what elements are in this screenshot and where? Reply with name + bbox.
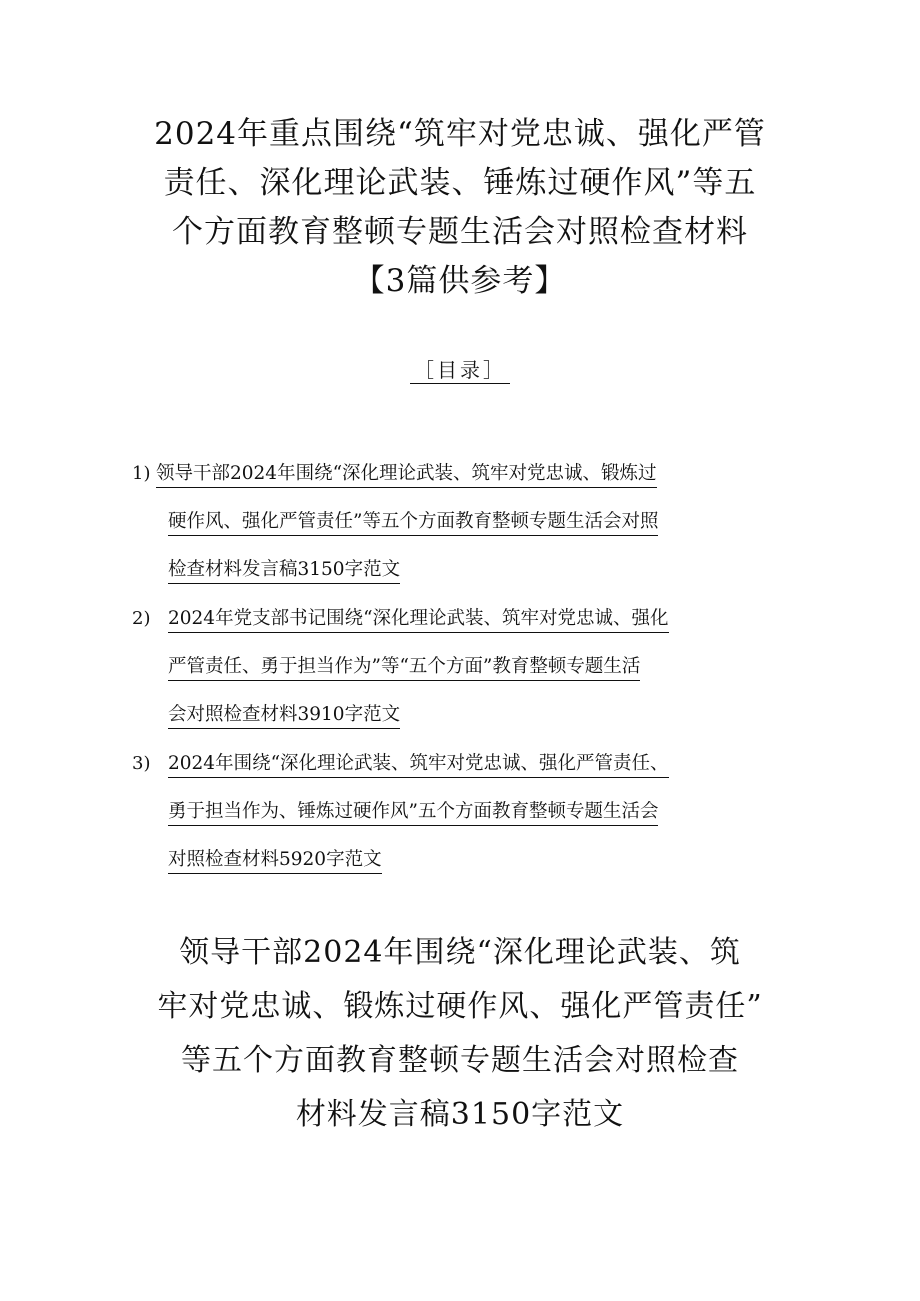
toc-heading-text: ［目录］ [410,358,510,384]
section-title-line-3: 等五个方面教育整顿专题生活会对照检查 [181,1043,739,1078]
toc-item-3[interactable] [132,740,832,884]
toc-item-number: 1) [132,463,151,484]
section-title-line-4: 材料发言稿3150字范文 [295,1097,625,1132]
toc-heading [0,356,920,384]
toc-link-line[interactable]: 2024年围绕“深化理论武装、筑牢对党忠诚、强化严管责任、 [168,740,832,788]
document-title [0,110,920,306]
title-line-2: 责任、深化理论武装、锤炼过硬作风”等五 [163,165,757,201]
toc-link-line[interactable]: 会对照检查材料3910字范文 [168,691,832,739]
toc-item-1[interactable] [132,450,832,594]
toc-link-line[interactable]: 严管责任、勇于担当作为”等“五个方面”教育整顿专题生活 [168,643,832,691]
toc-link-line[interactable]: 检查材料发言稿3150字范文 [168,546,832,594]
toc-item-number: 3) [132,753,151,774]
toc-item-number: 2) [132,608,151,629]
section-title-line-1: 领导干部2024年围绕“深化理论武装、筑 [179,935,741,970]
toc-link-line[interactable]: 对照检查材料5920字范文 [168,836,832,884]
toc-link-line[interactable]: 2024年党支部书记围绕“深化理论武装、筑牢对党忠诚、强化 [168,595,832,643]
section-title-line-2: 牢对党忠诚、锻炼过硬作风、强化严管责任” [157,989,763,1024]
section-title [0,926,920,1142]
toc-link-line[interactable]: 硬作风、强化严管责任”等五个方面教育整顿专题生活会对照 [168,498,832,546]
toc-item-2[interactable] [132,595,832,739]
title-line-1: 2024年重点围绕“筑牢对党忠诚、强化严管 [154,116,766,152]
table-of-contents [132,450,832,885]
title-line-4: 【3篇供参考】 [353,263,567,299]
toc-link-line[interactable]: 勇于担当作为、锤炼过硬作风”五个方面教育整顿专题生活会 [168,788,832,836]
title-line-3: 个方面教育整顿专题生活会对照检查材料 [172,214,748,250]
toc-link-line[interactable]: 领导干部2024年围绕“深化理论武装、筑牢对党忠诚、锻炼过 [156,450,832,498]
